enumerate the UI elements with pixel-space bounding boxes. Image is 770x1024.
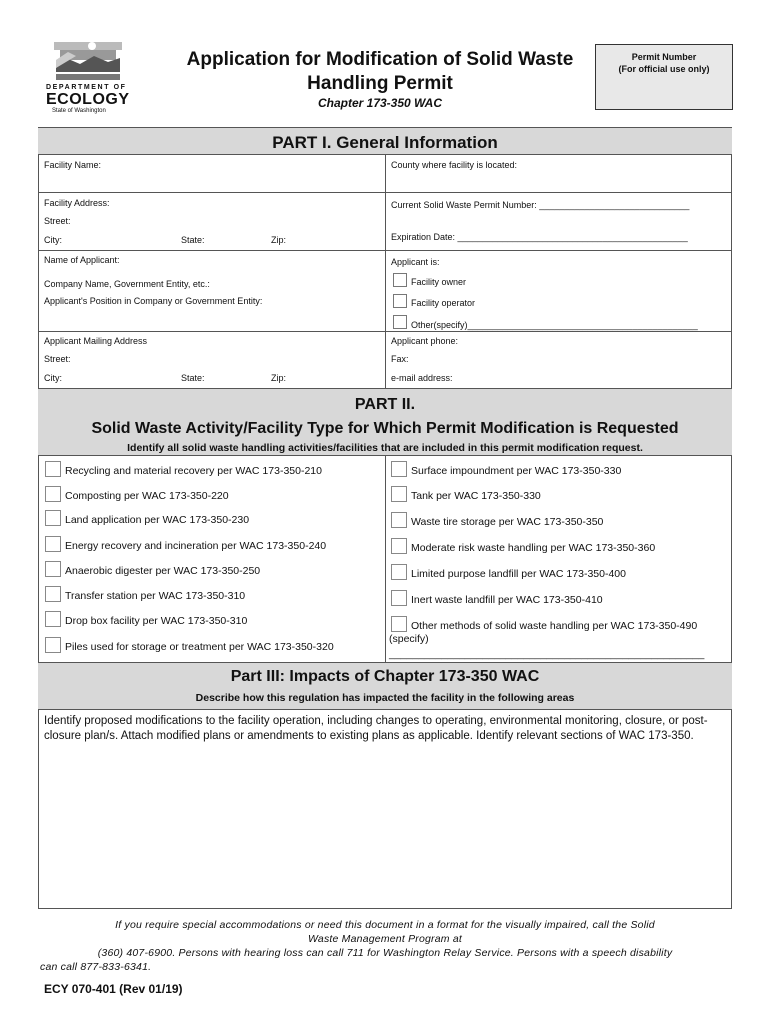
title-line-1: Application for Modification of Solid Waste [186, 49, 574, 70]
facility-address-label: Facility Address: [44, 198, 110, 208]
divider [38, 250, 732, 251]
part3-heading: Part III: Impacts of Chapter 173-350 WAC [230, 668, 540, 685]
activity-checkbox[interactable] [45, 586, 61, 602]
activity-checkbox[interactable] [45, 611, 61, 627]
part2-divider [385, 456, 386, 662]
activity-label: Limited purpose landfill per WAC 173-350-400 [411, 568, 626, 580]
logo-state: State of Washington [52, 108, 106, 114]
current-permit-field[interactable]: Current Solid Waste Permit Number: ______________________________ [391, 200, 690, 210]
activity-label: Energy recovery and incineration per WAC 173-350-240 [65, 540, 327, 552]
facility-owner-checkbox[interactable] [393, 273, 407, 287]
activity-checkbox[interactable] [391, 616, 407, 632]
activity-label: Recycling and material recovery per WAC 173-350-210 [65, 465, 322, 477]
state-label: State: [181, 235, 205, 245]
activity-checkbox[interactable] [391, 461, 407, 477]
specify-label: (specify) [389, 633, 429, 645]
part3-description: Identify proposed modifications to the facility operation, including changes to operating, environmental monitoring, closure, or post-closure plan/s. Attach modified plans or amendments to existing plans as applicable. Identify relevant sections of WAC 173-350. [44, 715, 708, 742]
applicant-phone-label: Applicant phone: [391, 336, 459, 346]
part1-divider [385, 155, 386, 388]
page-title [160, 48, 600, 96]
part3-response-area[interactable] [40, 762, 730, 906]
part2-header [38, 388, 732, 456]
expiration-date-field[interactable]: Expiration Date: ______________________________________________ [391, 232, 688, 242]
part3-subheading: Describe how this regulation has impacted the facility in the following areas [195, 692, 575, 704]
facility-owner-label: Facility owner [411, 277, 467, 287]
activity-checkbox[interactable] [45, 536, 61, 552]
activity-checkbox[interactable] [391, 564, 407, 580]
mailing-zip-label: Zip: [271, 373, 287, 383]
mailing-city-label: City: [44, 373, 62, 383]
title-line-2: Handling Permit [307, 73, 453, 94]
zip-label: Zip: [271, 235, 287, 245]
facility-name-label: Facility Name: [44, 160, 102, 170]
activity-label: Anaerobic digester per WAC 173-350-250 [65, 565, 261, 577]
divider [38, 331, 732, 332]
chapter-subtitle: Chapter 173-350 WAC [317, 96, 443, 110]
activity-checkbox[interactable] [391, 512, 407, 528]
activity-label: Tank per WAC 173-350-330 [411, 490, 541, 502]
activity-label: Surface impoundment per WAC 173-350-330 [411, 465, 622, 477]
facility-operator-checkbox[interactable] [393, 294, 407, 308]
activity-checkbox[interactable] [45, 637, 61, 653]
activity-label: Moderate risk waste handling per WAC 173-350-360 [411, 542, 656, 554]
city-label: City: [44, 235, 62, 245]
permit-official-label: (For official use only) [618, 64, 710, 74]
notice-line-2: Waste Management Program at [307, 933, 463, 945]
activity-label: Other methods of solid waste handling per WAC 173-350-490 [411, 620, 698, 632]
part3-header [38, 662, 732, 710]
specify-line[interactable]: ______________________________________________________ [389, 648, 705, 660]
part2-heading: PART II. [354, 396, 416, 413]
activity-label: Transfer station per WAC 173-350-310 [65, 590, 246, 602]
activity-checkbox[interactable] [391, 590, 407, 606]
mailing-street-label: Street: [44, 354, 71, 364]
facility-operator-label: Facility operator [411, 298, 476, 308]
applicant-name-label: Name of Applicant: [44, 255, 120, 265]
activity-checkbox[interactable] [45, 510, 61, 526]
mailing-state-label: State: [181, 373, 205, 383]
activity-checkbox[interactable] [391, 486, 407, 502]
county-label: County where facility is located: [391, 160, 518, 170]
notice-line-3: (360) 407-6900. Persons with hearing loss can call 711 for Washington Relay Service. Persons with a speech disability [97, 947, 673, 959]
mailing-address-label: Applicant Mailing Address [44, 336, 148, 346]
activity-checkbox[interactable] [45, 461, 61, 477]
accessibility-notice [40, 918, 730, 974]
position-label: Applicant's Position in Company or Government Entity: [44, 296, 263, 306]
other-specify-field[interactable]: Other(specify)______________________________________________ [411, 320, 698, 330]
permit-number-label: Permit Number [631, 52, 697, 62]
activity-checkbox[interactable] [391, 538, 407, 554]
activity-label: Inert waste landfill per WAC 173-350-410 [411, 594, 603, 606]
company-name-label: Company Name, Government Entity, etc.: [44, 279, 210, 289]
activity-label: Waste tire storage per WAC 173-350-350 [411, 516, 604, 528]
email-label: e-mail address: [391, 373, 453, 383]
activity-checkbox[interactable] [45, 561, 61, 577]
other-checkbox[interactable] [393, 315, 407, 329]
logo-ecology: ECOLOGY [46, 91, 130, 108]
fax-label: Fax: [391, 354, 409, 364]
applicant-is-label: Applicant is: [391, 257, 440, 267]
activity-label: Land application per WAC 173-350-230 [65, 514, 250, 526]
street-label: Street: [44, 216, 71, 226]
notice-line-4: can call 877-833-6341. [40, 961, 152, 973]
part2-instruction: Identify all solid waste handling activities/facilities that are included in this permit modification request. [127, 442, 643, 454]
divider [38, 192, 732, 193]
activity-checkbox[interactable] [45, 486, 61, 502]
activity-label: Drop box facility per WAC 173-350-310 [65, 615, 248, 627]
permit-number-box[interactable] [595, 44, 733, 110]
part2-title: Solid Waste Activity/Facility Type for Which Permit Modification is Requested [91, 420, 679, 437]
form-number: ECY 070-401 (Rev 01/19) [44, 982, 183, 996]
logo-department: DEPARTMENT OF [46, 84, 127, 91]
notice-line-1: If you require special accommodations or need this document in a format for the visually impaired, call the Solid [115, 919, 655, 931]
part1-heading: PART I. General Information [38, 128, 732, 155]
activity-label: Piles used for storage or treatment per WAC 173-350-320 [65, 641, 334, 653]
activity-label: Composting per WAC 173-350-220 [65, 490, 229, 502]
